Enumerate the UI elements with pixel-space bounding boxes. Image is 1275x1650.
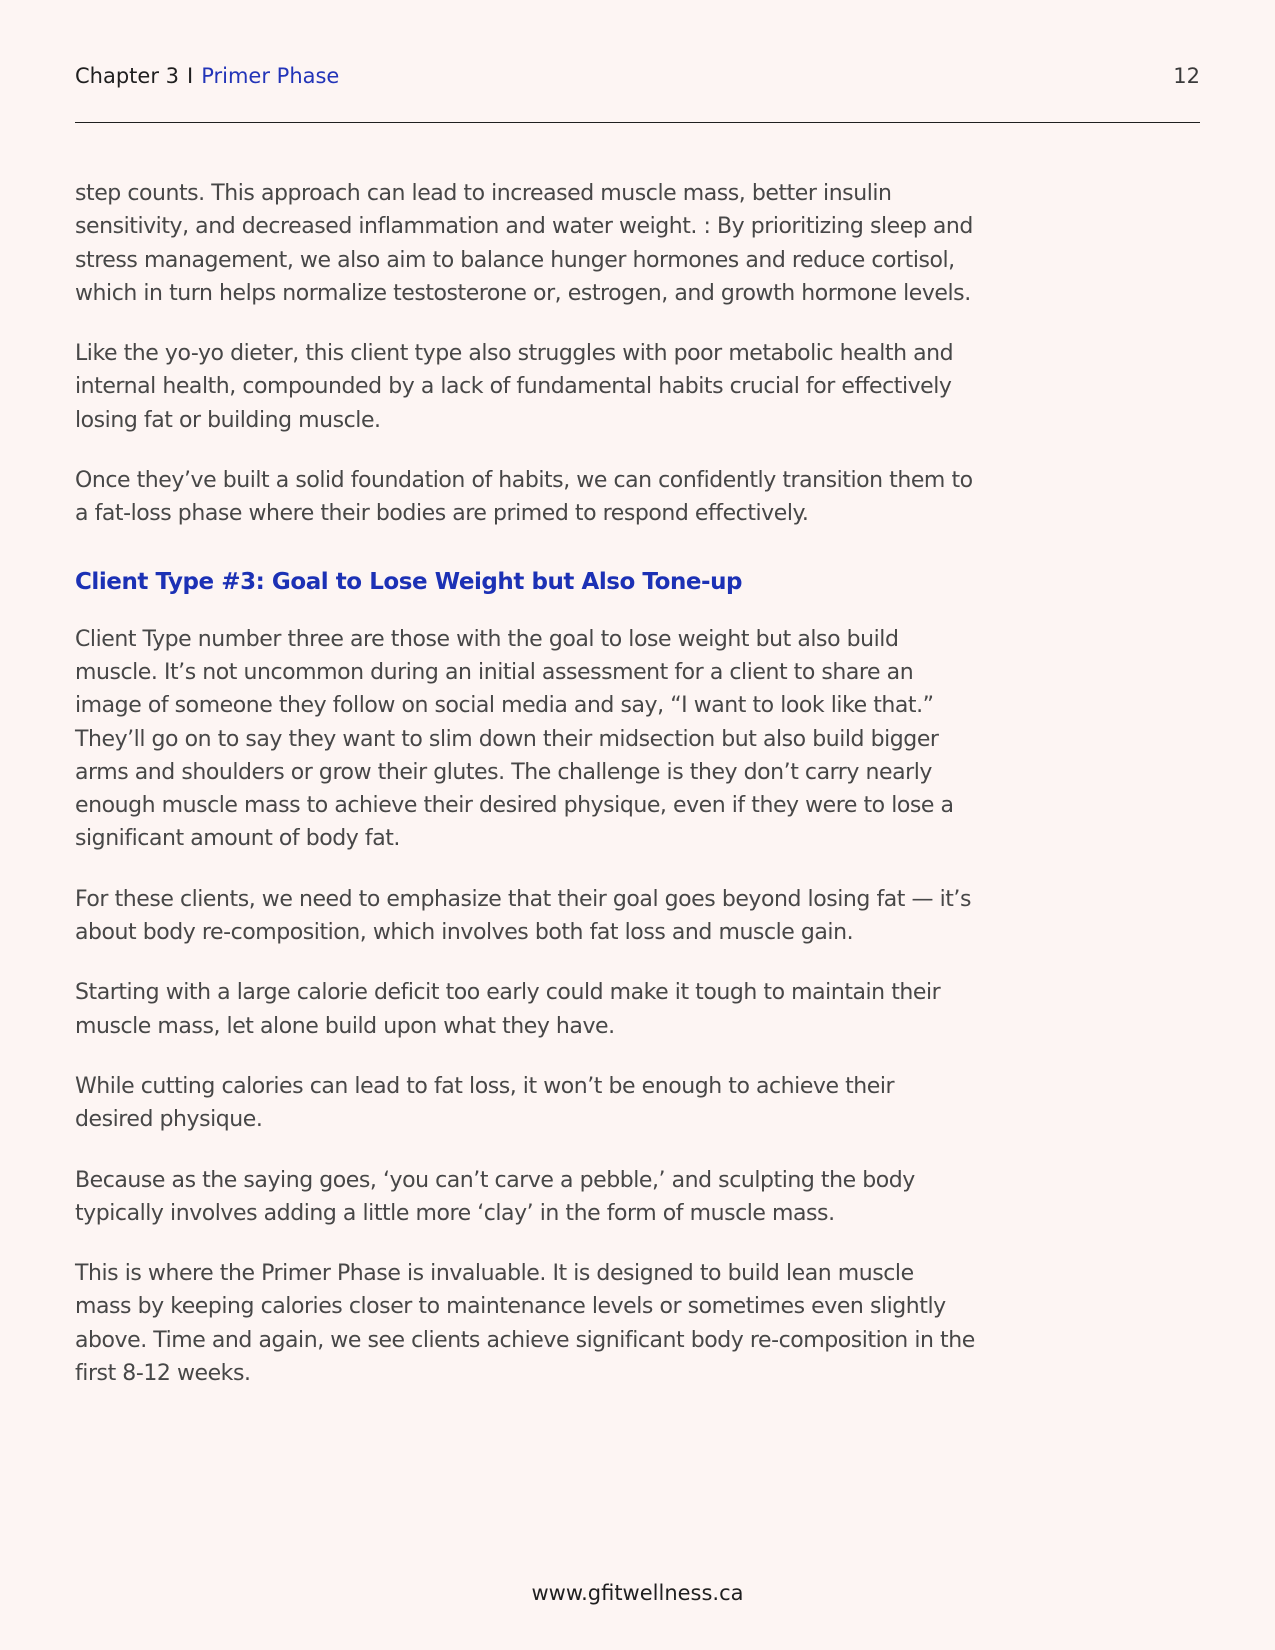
page-number: 12 — [1173, 64, 1200, 88]
body-content — [75, 177, 975, 1417]
paragraph: Like the yo-yo dieter, this client type also struggles with poor metabolic health and internal health, compounded by a lack of fundamental habits crucial for effectively losing fat or building muscle. — [75, 341, 954, 433]
page-header — [75, 60, 1200, 123]
paragraph: While cutting calories can lead to fat loss, it won’t be enough to achieve their desired physique. — [75, 1073, 895, 1133]
paragraph: Once they’ve built a solid foundation of habits, we can confidently transition them to a fat-loss phase where their bodies are primed to respond effectively. — [75, 468, 973, 527]
running-title — [75, 60, 339, 92]
paragraph: step counts. This approach can lead to increased muscle mass, better insulin sensitivity, and decreased inflammation and water weight. : By prioritizing sleep and stress management, we also aim to balance hunger hormones and reduce cortisol, which in turn helps normalize testosterone or, estrogen, and growth hormone levels. — [75, 181, 973, 306]
paragraph: Client Type number three are those with the goal to lose weight but also build muscle. It’s not uncommon during an initial assessment for a client to share an image of someone they follow on social media and say, “I want to look like that.” They’ll go on to say they want to slim down their midsection but also build bigger arms and shoulders or grow their glutes. The challenge is they don’t carry nearly enough muscle mass to achieve their desired physique, even if they were to lose a significant amount of body fat. — [75, 626, 954, 852]
chapter-label: Chapter 3 — [75, 64, 179, 88]
footer-website: www.gfitwellness.ca — [531, 1581, 744, 1605]
paragraph: Starting with a large calorie deficit too early could make it tough to maintain their muscle mass, let alone build upon what they have. — [75, 980, 941, 1039]
paragraph: Because as the saying goes, ‘you can’t carve a pebble,’ and sculpting the body typically involves adding a little more ‘clay’ in the form of muscle mass. — [75, 1167, 915, 1226]
section-title: Primer Phase — [201, 64, 340, 88]
section-heading: Client Type #3: Goal to Lose Weight but Also Tone-up — [75, 568, 743, 595]
paragraph: This is where the Primer Phase is invaluable. It is designed to build lean muscle mass by keeping calories closer to maintenance levels or sometimes even slightly above. Time and again, we see clients achieve significant body re-composition in the first 8-12 weeks. — [75, 1261, 975, 1387]
title-separator: I — [187, 64, 194, 88]
paragraph: For these clients, we need to emphasize that their goal goes beyond losing fat — it’s about body re-composition, which involves both fat loss and muscle gain. — [75, 886, 971, 946]
